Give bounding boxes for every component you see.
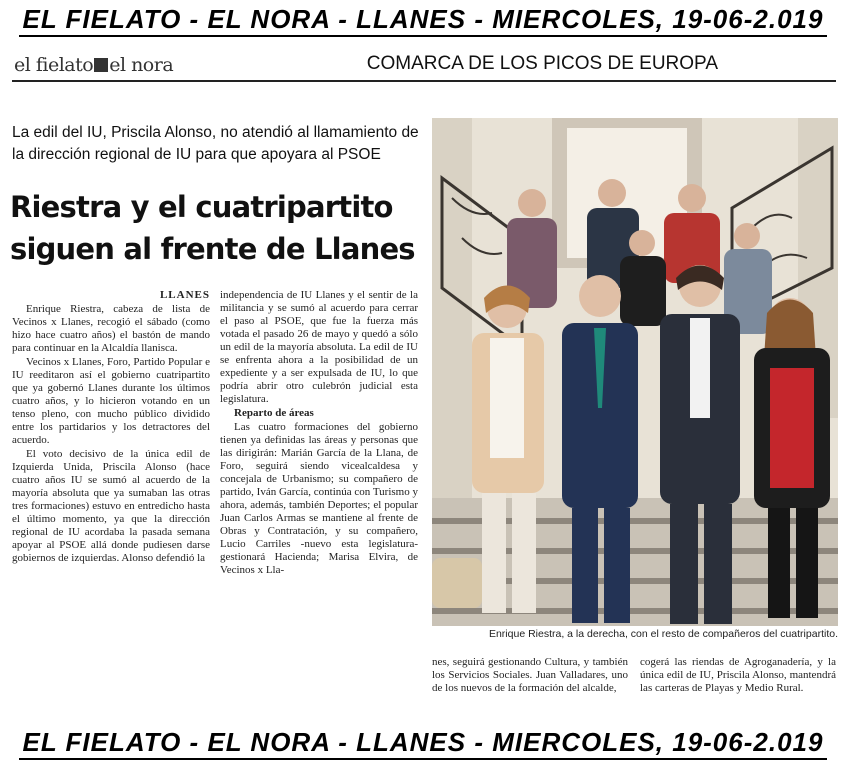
bottom-banner-text: EL FIELATO - EL NORA - LLANES - MIERCOLES, 19-06-2.019 <box>19 726 828 760</box>
paragraph: Las cuatro formaciones del gobierno tienen ya definidas las áreas y personas que las dirigirán: Marián García de la Llana, de Foro, seguirá siendo vicealcaldesa y concejala de Urbanismo; su compañero de partido, Iván García, continúa con Turismo y ahora, además, también Deportes; el popular Juan Carlos Armas se mantiene al frente de Obras y Contratación, y su compañero, Lucio Carriles -nuevo esta legislatura- gestionará Hacienda; Marisa Elvira, de Vecinos x Lla- <box>220 421 418 576</box>
article-headline: Riestra y el cuatripartito siguen al frente de Llanes <box>10 190 415 266</box>
article-column-4 <box>640 656 836 722</box>
article-column-2 <box>220 289 418 721</box>
top-banner <box>0 3 846 43</box>
paragraph: El voto decisivo de la única edil de Izquierda Unida, Priscila Alonso (hace cuatro años IU se sumó al acuerdo de la mayoría absoluta que ya sumaban las otras tres formaciones) estuvo en entredicho hasta el último momento, ya que la dirección regional de IU acordaba la pasada semana apoyar al PSOE allá donde pudiesen darse gobiernos de izquierdas. Alonso defendió la <box>12 448 210 564</box>
paragraph: Enrique Riestra, cabeza de lista de Vecinos x Llanes, recogió el sábado (como hizo hace cuatro años) el bastón de mando para continuar en la Alcaldía llanisca. <box>12 303 210 354</box>
article-column-3 <box>432 656 628 722</box>
paragraph: cogerá las riendas de Agroganadería, y la única edil de IU, Priscila Alonso, mantendrá las carteras de Playas y Medio Rural. <box>640 656 836 694</box>
dateline: LLANES <box>159 289 210 301</box>
top-banner-text: EL FIELATO - EL NORA - LLANES - MIERCOLES, 19-06-2.019 <box>19 3 828 37</box>
bottom-banner <box>0 726 846 766</box>
paragraph: nes, seguirá gestionando Cultura, y también los Servicios Sociales. Juan Valladares, uno de los nuevos de la formación del alcalde, <box>432 656 628 694</box>
masthead <box>12 48 836 82</box>
logo-right-text: el nora <box>109 54 174 76</box>
photo-caption: Enrique Riestra, a la derecha, con el resto de compañeros del cuatripartito. <box>488 628 838 640</box>
newspaper-logo <box>14 54 173 76</box>
article-column-1 <box>12 289 210 721</box>
section-title: COMARCA DE LOS PICOS DE EUROPA <box>366 53 718 74</box>
article-photo <box>432 118 838 626</box>
subheading: Reparto de áreas <box>234 407 314 419</box>
logo-left-text: el fielato <box>14 54 94 76</box>
paragraph: independencia de IU Llanes y el sentir de la militancia y se sumó al acuerdo para cerrar el paso al PSOE, que fue la fuerza más votada el pasado 26 de mayo y quedó a sólo un edil de la mayoría absoluta. La edil de IU se enfrenta ahora a la posibilidad de un expediente y a ser expulsada de IU, lo que podría abrir otro culebrón judicial esta legislatura. <box>220 289 418 405</box>
article-subtitle: La edil del IU, Priscila Alonso, no atendió al llamamiento de la dirección regional de IU para que apoyara al PSOE <box>12 124 419 163</box>
paragraph: Vecinos x Llanes, Foro, Partido Popular e IU reeditaron así el gobierno cuatripartito que ya gobernó Llanes durante los últimos cuatro años, y lo hicieron votando en un tenso pleno, con mucho público dividido entre los partidarios y los detractores del acuerdo. <box>12 356 210 446</box>
logo-mark-icon <box>94 58 108 72</box>
